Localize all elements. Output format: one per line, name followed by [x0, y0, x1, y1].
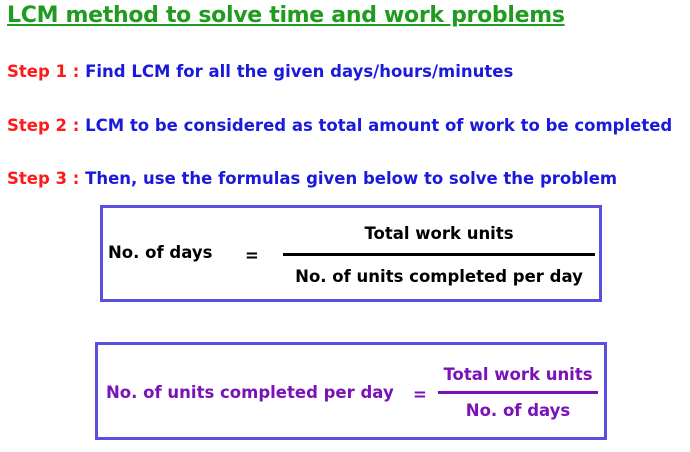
formula-box-units [95, 342, 607, 440]
formula2-equals: = [413, 385, 427, 404]
formula2-denominator: No. of days [465, 401, 571, 420]
formula2-fraction-bar [438, 391, 598, 394]
formula1-fraction-bar [283, 253, 595, 256]
step-2-text: LCM to be considered as total amount of work to be completed [85, 116, 673, 135]
step-2 [7, 116, 672, 135]
formula1-numerator: Total work units [364, 224, 514, 243]
step-1-text: Find LCM for all the given days/hours/minutes [85, 62, 514, 81]
formula2-numerator: Total work units [443, 365, 593, 384]
step-3-label: Step 3 : [7, 169, 80, 188]
formula2-left: No. of units completed per day [106, 383, 394, 402]
step-2-label: Step 2 : [7, 116, 80, 135]
step-3 [7, 169, 617, 188]
formula-box-days [100, 205, 602, 302]
step-1 [7, 62, 513, 81]
step-1-label: Step 1 : [7, 62, 80, 81]
formula1-denominator: No. of units completed per day [295, 267, 583, 286]
step-3-text: Then, use the formulas given below to solve the problem [85, 169, 618, 188]
formula1-left: No. of days [108, 243, 213, 262]
formula1-equals: = [245, 246, 259, 265]
page-title: LCM method to solve time and work problems [7, 3, 565, 28]
